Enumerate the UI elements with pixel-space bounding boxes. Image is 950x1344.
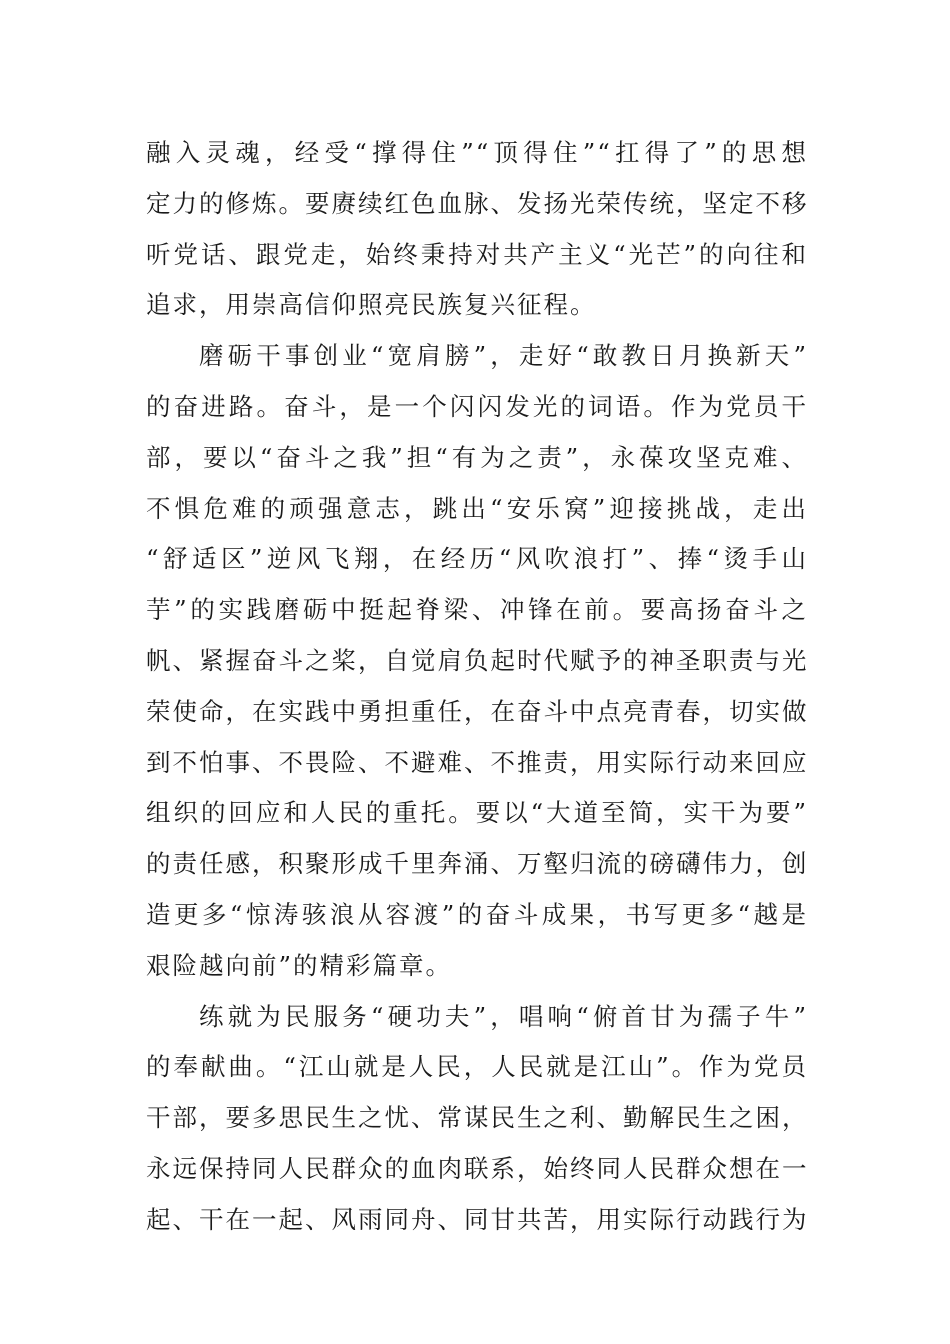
text-line: 荣使命，在实践中勇担重任，在奋斗中点亮青春，切实做 [146, 696, 809, 726]
text-line: 的责任感，积聚形成千里奔涌、万壑归流的磅礴伟力，创 [146, 849, 809, 879]
text-line: 听党话、跟党走，始终秉持对共产主义“光芒”的向往和 [146, 239, 808, 269]
text-line: 造更多“惊涛骇浪从容渡”的奋斗成果，书写更多“越是 [146, 899, 808, 929]
text-line: 永远保持同人民群众的血肉联系，始终同人民群众想在一 [146, 1153, 809, 1183]
text-line: 部，要以“奋斗之我”担“有为之责”，永葆攻坚克难、 [146, 442, 808, 472]
document-body [146, 128, 808, 1246]
text-line: 磨砺干事创业“宽肩膀”，走好“敢教日月换新天” [199, 341, 808, 371]
text-line: 干部，要多思民生之忧、常谋民生之利、勤解民生之困， [146, 1103, 809, 1133]
text-line: 到不怕事、不畏险、不避难、不推责，用实际行动来回应 [146, 747, 809, 777]
text-line: 帆、紧握奋斗之桨，自觉肩负起时代赋予的神圣职责与光 [146, 645, 809, 675]
text-line: 艰险越向前”的精彩篇章。 [146, 950, 453, 980]
text-line: 融入灵魂，经受“撑得住”“顶得住”“扛得了”的思想 [146, 138, 808, 167]
text-line: 组织的回应和人民的重托。要以“大道至简，实干为要” [146, 798, 808, 828]
text-line: 追求，用崇高信仰照亮民族复兴征程。 [146, 290, 597, 320]
text-line: 定力的修炼。要赓续红色血脉、发扬光荣传统，坚定不移 [146, 188, 809, 218]
paragraph-service [146, 992, 808, 1246]
text-line: 芋”的实践磨砺中挺起脊梁、冲锋在前。要高扬奋斗之 [146, 595, 808, 625]
text-line: “舒适区”逆风飞翔，在经历“风吹浪打”、捧“烫手山 [146, 544, 808, 574]
text-line: 起、干在一起、风雨同舟、同甘共苦，用实际行动践行为 [146, 1204, 809, 1234]
text-line: 的奉献曲。“江山就是人民，人民就是江山”。作为党员 [146, 1052, 808, 1082]
text-line: 不惧危难的顽强意志，跳出“安乐窝”迎接挑战，走出 [146, 493, 808, 523]
text-line: 的奋进路。奋斗，是一个闪闪发光的词语。作为党员干 [146, 391, 808, 421]
paragraph-struggle [146, 331, 808, 991]
text-line: 练就为民服务“硬功夫”，唱响“俯首甘为孺子牛” [199, 1001, 808, 1031]
paragraph-faith-continued [146, 128, 808, 331]
